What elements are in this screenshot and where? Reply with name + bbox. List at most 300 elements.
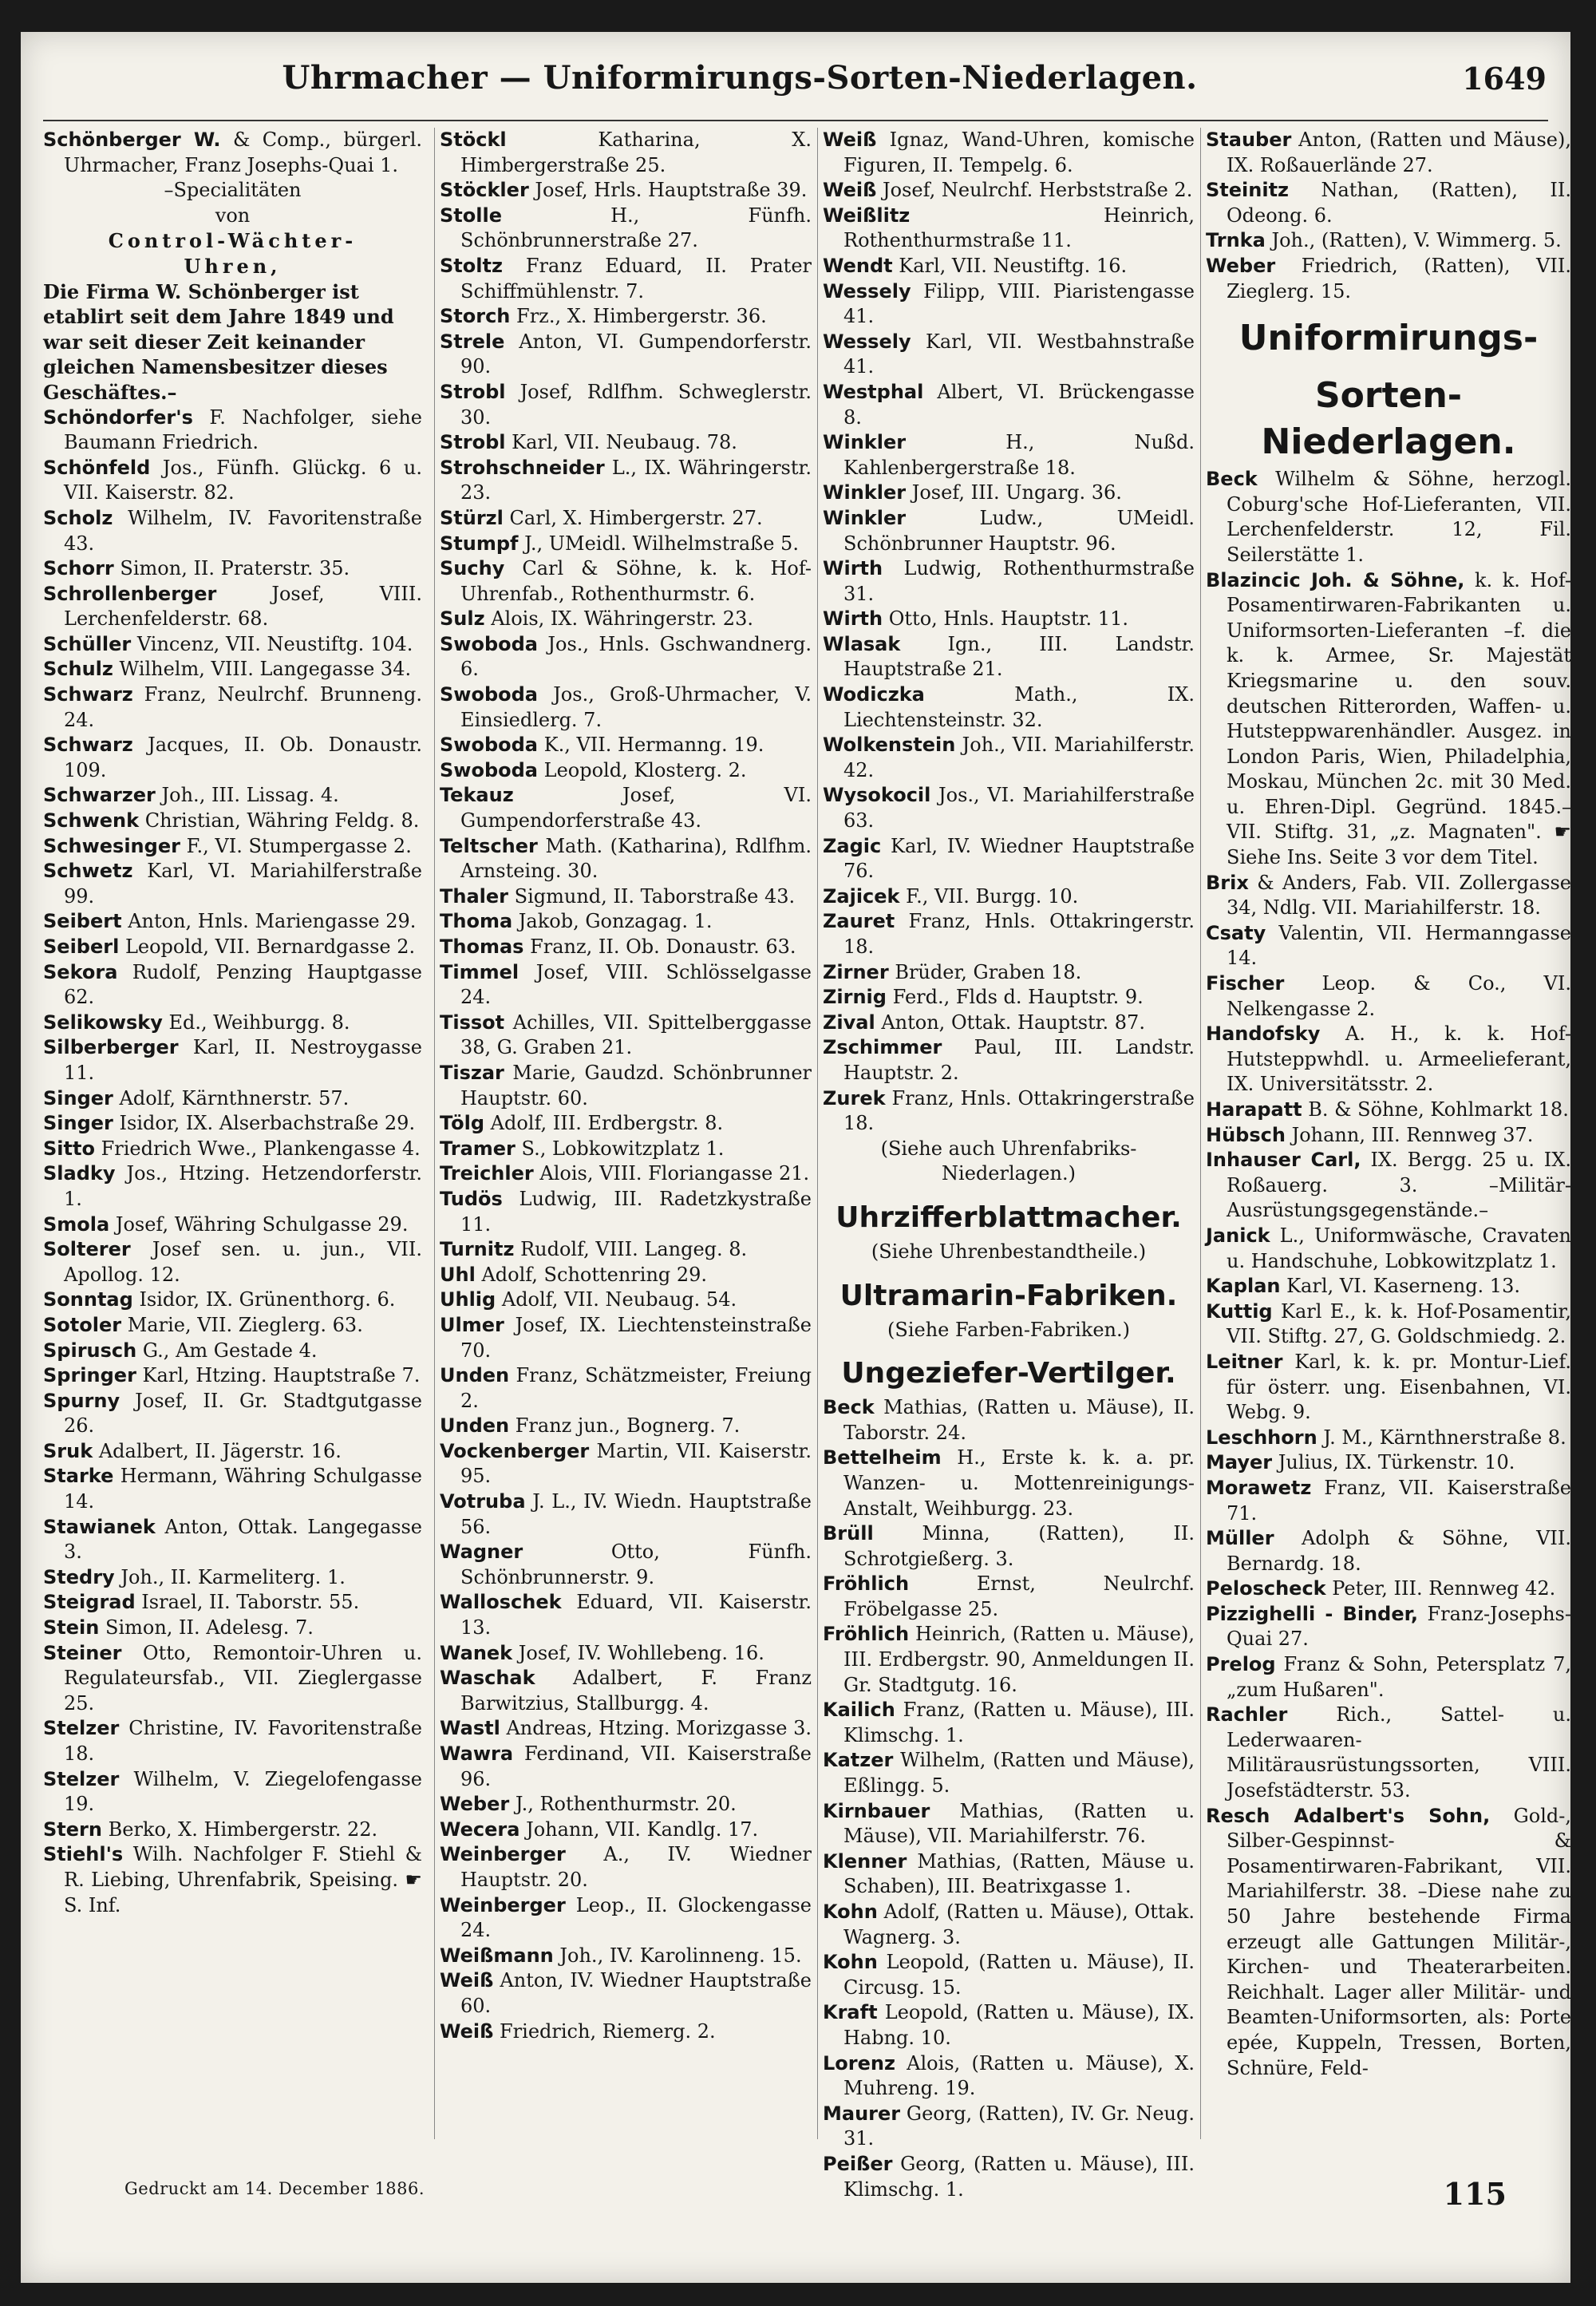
directory-entry xyxy=(43,128,422,178)
directory-entry xyxy=(823,556,1195,607)
entry-name: Springer xyxy=(43,1364,136,1387)
column-4 xyxy=(1200,128,1571,2139)
directory-entry xyxy=(823,1035,1195,1086)
entry-text: Jos., Groß-Uhrmacher, V. Einsiedlerg. 7. xyxy=(460,683,812,731)
entry-name: Stedry xyxy=(43,1565,115,1588)
entry-name: Weber xyxy=(1206,254,1276,277)
entry-text: L., Uniformwäsche, Cravaten u. Handschuhe, Lobkowitzplatz 1. xyxy=(1227,1224,1571,1272)
entry-name: Schüller xyxy=(43,632,132,655)
entry-name: Tekauz xyxy=(440,784,514,807)
entry-text: Georg, (Ratten), IV. Gr. Neug. 31. xyxy=(843,2102,1195,2150)
directory-entry xyxy=(440,884,812,910)
entry-text: Friedrich, Riemerg. 2. xyxy=(500,2019,716,2043)
entry-name: Uhl xyxy=(440,1263,476,1286)
entry-text: Joh., III. Lissag. 4. xyxy=(161,784,339,807)
directory-entry xyxy=(440,380,812,430)
directory-entry xyxy=(43,1363,422,1389)
entry-name: Lorenz xyxy=(823,2051,895,2075)
entry-name: Stöckler xyxy=(440,179,529,202)
entry-text: Nathan, (Ratten), II. Odeong. 6. xyxy=(1227,179,1571,227)
directory-entry xyxy=(440,783,812,833)
entry-text: Paul, III. Landstr. Hauptstr. 2. xyxy=(843,1036,1195,1084)
entry-name: Tissot xyxy=(440,1011,505,1034)
directory-entry xyxy=(1206,1274,1571,1299)
entry-text: Frz., X. Himbergerstr. 36. xyxy=(516,305,767,328)
column-3 xyxy=(817,128,1195,2201)
entry-text: B. & Söhne, Kohlmarkt 18. xyxy=(1308,1098,1569,1121)
entry-name: Tudös xyxy=(440,1187,503,1210)
directory-entry xyxy=(823,204,1195,254)
entry-name: Wessely xyxy=(823,330,911,353)
entry-text: Josef, Rdlfhm. Schweglerstr. 30. xyxy=(460,380,812,429)
entry-text: Josef, IV. Wohllebeng. 16. xyxy=(518,1641,764,1664)
directory-entry xyxy=(823,1011,1195,1036)
entry-name: Waschak xyxy=(440,1667,535,1690)
entry-text: Ludwig, III. Radetzkystraße 11. xyxy=(460,1187,812,1236)
entry-name: Resch Adalbert's Sohn, xyxy=(1206,1804,1491,1827)
entry-name: Beck xyxy=(823,1396,875,1419)
page-header xyxy=(43,54,1548,121)
directory-entry xyxy=(823,1950,1195,2000)
entry-text: Mathias, (Ratten, Mäuse u. Schaben), III. Beatrixgasse 1. xyxy=(843,1849,1195,1898)
cross-reference-note: (Siehe Uhrenbestandtheile.) xyxy=(871,1240,1147,1263)
entry-text: Jos., Fünfh. Glückg. 6 u. VII. Kaiserstr. 82. xyxy=(64,456,422,504)
directory-entry xyxy=(440,909,812,935)
entry-text: Isidor, IX. Grünenthorg. 6. xyxy=(139,1288,396,1311)
directory-entry xyxy=(1206,1426,1571,1451)
directory-entry xyxy=(823,1446,1195,1521)
directory-entry xyxy=(43,809,422,834)
entry-text: Jacques, II. Ob. Donaustr. 109. xyxy=(64,734,422,781)
directory-entry xyxy=(440,1968,812,2019)
entry-text: Rich., Sattel- u. Lederwaaren-Militärausrüstungssorten, VIII. Josefstädterstr. 53. xyxy=(1227,1703,1571,1802)
entry-name: Kirnbauer xyxy=(823,1799,930,1822)
directory-entry xyxy=(823,834,1195,884)
entry-text: k. k. Hof-Posamentirwaren-Fabrikanten u. Uniformsorten-Lieferanten –f. die k. k. Armee, Sr. Majestät Kriegsmarine u. den souv. deutschen Ritterorden, Waffen- u. Hutsteppwarenhändler. Ausgez. in London Paris, Wien, Philadelphia, Moskau, München 2c. mit 30 Med. u. Ehren-Dipl. Gegründ. 1845.– VII. Stiftg. 31, „z. Magnaten". ☛ Siehe Ins. Seite 3 vor dem Titel. xyxy=(1227,568,1571,869)
entry-text: S., Lobkowitzplatz 1. xyxy=(521,1137,725,1160)
entry-name: Sulz xyxy=(440,607,485,631)
entry-text: H., Fünfh. Schönbrunnerstraße 27. xyxy=(460,204,812,252)
directory-entry xyxy=(823,607,1195,632)
entry-name: Wawra xyxy=(440,1742,514,1765)
directory-entry xyxy=(43,1515,422,1565)
entry-name: Timmel xyxy=(440,960,519,983)
note-line: von xyxy=(215,204,251,227)
directory-entry xyxy=(440,682,812,733)
directory-entry xyxy=(1206,1703,1571,1803)
entry-text: J. M., Kärnthnerstraße 8. xyxy=(1323,1426,1566,1449)
entry-text: Gold-, Silber-Gespinnst- & Posamentirwaren-Fabrikant, VII. Mariahilferstr. 38. –Diese nahe zu 50 Jahre bestehende Firma erzeugt alle Gattungen Militär-, Kirchen- und Theaterarbeiten. Reichhalt. Lager aller Militär- und Beamten-Uniformsorten, als: Porte epée, Kuppeln, Tressen, Borten, Schnüre, Feld- xyxy=(1227,1804,1571,2079)
directory-entry xyxy=(440,1944,812,1969)
entry-name: Suchy xyxy=(440,557,505,580)
entry-name: Schönberger W. xyxy=(43,129,221,151)
directory-entry xyxy=(1206,1098,1571,1123)
entry-text: Joh., VII. Mariahilferstr. 42. xyxy=(843,734,1195,781)
entry-text: Franz-Josephs-Quai 27. xyxy=(1227,1602,1571,1651)
directory-entry xyxy=(440,1540,812,1590)
entry-name: Zival xyxy=(823,1011,875,1034)
entry-name: Weber xyxy=(440,1793,510,1816)
entry-text: A., IV. Wiedner Hauptstr. 20. xyxy=(460,1843,812,1891)
entry-name: Sekora xyxy=(43,960,118,983)
directory-entry xyxy=(440,1187,812,1237)
entry-name: Thomas xyxy=(440,935,524,958)
entry-name: Seiberl xyxy=(43,935,120,958)
entry-name: Weißlitz xyxy=(823,204,911,227)
entry-text: Marie, Gaudzd. Schönbrunner Hauptstr. 60. xyxy=(460,1061,812,1109)
directory-entry xyxy=(440,1237,812,1263)
directory-entry xyxy=(43,657,422,682)
directory-entry xyxy=(823,128,1195,178)
directory-entry xyxy=(440,1893,812,1944)
entry-text: Math. (Katharina), Rdlfhm. Arnsteing. 30. xyxy=(460,834,812,883)
directory-entry xyxy=(43,859,422,909)
directory-entry xyxy=(440,1666,812,1716)
entry-name: Zirner xyxy=(823,960,889,983)
directory-entry xyxy=(440,1842,812,1893)
entry-name: Stern xyxy=(43,1818,102,1841)
entry-name: Unden xyxy=(440,1414,510,1438)
entry-text: Adolf, Schottenring 29. xyxy=(481,1263,708,1286)
directory-entry xyxy=(440,506,812,532)
entry-text: Ludw., UMeidl. Schönbrunner Hauptstr. 96. xyxy=(843,506,1195,555)
entry-text: Franz, (Ratten u. Mäuse), III. Klimschg. 1. xyxy=(843,1699,1195,1746)
directory-entry xyxy=(440,178,812,204)
entry-text: Wilh. Nachfolger F. Stiehl & R. Liebing, Uhrenfabrik, Speising. ☛ S. Inf. xyxy=(64,1843,422,1916)
directory-entry xyxy=(440,1641,812,1667)
directory-entry xyxy=(1206,971,1571,1022)
entry-text: Ed., Weihburgg. 8. xyxy=(168,1011,350,1034)
directory-entry xyxy=(440,1818,812,1843)
directory-entry xyxy=(43,582,422,632)
entry-name: Steinitz xyxy=(1206,179,1290,202)
directory-page xyxy=(21,32,1570,2283)
entry-name: Vockenberger xyxy=(440,1439,590,1462)
directory-entry xyxy=(440,834,812,884)
entry-name: Handofsky xyxy=(1206,1022,1321,1046)
entry-text: Wilhelm, IV. Favoritenstraße 43. xyxy=(64,506,422,555)
entry-text: Simon, II. Praterstr. 35. xyxy=(120,557,350,580)
entry-text: Marie, VII. Zieglerg. 63. xyxy=(127,1313,363,1336)
entry-name: Zagic xyxy=(823,834,882,857)
entry-name: Stoltz xyxy=(440,254,503,277)
entry-name: Schwarzer xyxy=(43,784,156,807)
spaced-heading: Control-Wächter- xyxy=(108,229,358,253)
entry-text: Peter, III. Rennweg 42. xyxy=(1332,1577,1556,1600)
cross-reference-note: (Siehe Farben-Fabriken.) xyxy=(887,1318,1130,1341)
entry-text: Josef, Währing Schulgasse 29. xyxy=(115,1212,409,1236)
entry-name: Steiner xyxy=(43,1641,122,1664)
entry-name: Winkler xyxy=(823,481,907,504)
entry-name: Unden xyxy=(440,1364,510,1387)
entry-name: Prelog xyxy=(1206,1653,1276,1676)
entry-name: Selikowsky xyxy=(43,1011,163,1034)
entry-name: Swoboda xyxy=(440,632,538,655)
entry-text: Leopold, Klosterg. 2. xyxy=(543,758,747,781)
entry-text: Franz jun., Bognerg. 7. xyxy=(515,1414,741,1438)
entry-name: Fischer xyxy=(1206,972,1285,995)
entry-text: J., UMeidl. Wilhelmstraße 5. xyxy=(524,532,799,555)
directory-entry xyxy=(1206,1602,1571,1652)
entry-text: Israel, II. Taborstr. 55. xyxy=(141,1591,360,1614)
entry-text: Christian, Währing Feldg. 8. xyxy=(144,809,420,833)
directory-entry xyxy=(823,254,1195,279)
entry-name: Sonntag xyxy=(43,1288,133,1311)
entry-text: Ludwig, Rothenthurmstraße 31. xyxy=(843,557,1195,605)
entry-name: Bettelheim xyxy=(823,1446,942,1469)
entry-text: Joh., IV. Karolinneng. 15. xyxy=(559,1944,802,1967)
entry-text: F. Nachfolger, siehe Baumann Friedrich. xyxy=(64,405,422,454)
directory-entry xyxy=(440,1161,812,1187)
entry-name: Turnitz xyxy=(440,1238,515,1261)
entry-name: Peißer xyxy=(823,2152,893,2175)
page-number: 1649 xyxy=(1462,61,1547,97)
directory-entry xyxy=(823,1698,1195,1748)
entry-text: Franz & Sohn, Petersplatz 7, „zum Hußaren". xyxy=(1227,1653,1571,1701)
directory-entry xyxy=(43,1767,422,1818)
entry-name: Smola xyxy=(43,1212,110,1236)
entry-text: Ernst, Neulrchf. Fröbelgasse 25. xyxy=(843,1572,1195,1620)
entry-name: Weiß xyxy=(440,2019,494,2043)
entry-text: Andreas, Htzing. Morizgasse 3. xyxy=(506,1717,812,1740)
entry-name: Stauber xyxy=(1206,129,1292,151)
entry-text: Minna, (Ratten), II. Schrotgießerg. 3. xyxy=(843,1522,1195,1570)
entry-name: Seibert xyxy=(43,910,122,933)
directory-entry xyxy=(440,456,812,506)
print-date: Gedruckt am 14. December 1886. xyxy=(124,2179,425,2198)
entry-name: Leschhorn xyxy=(1206,1426,1317,1449)
entry-name: Strele xyxy=(440,330,505,353)
entry-text: Alois, VIII. Floriangasse 21. xyxy=(539,1162,810,1185)
directory-entry xyxy=(43,1641,422,1717)
directory-entry xyxy=(1206,1450,1571,1476)
entry-name: Kraft xyxy=(823,2001,878,2024)
entry-text: Berko, X. Himbergerstr. 22. xyxy=(108,1818,378,1841)
directory-entry xyxy=(43,1086,422,1112)
entry-text: Adolph & Söhne, VII. Bernardg. 18. xyxy=(1227,1527,1571,1575)
entry-text: Johann, III. Rennweg 37. xyxy=(1291,1123,1534,1146)
directory-entry xyxy=(43,1616,422,1641)
entry-text: Carl & Söhne, k. k. Hof-Uhrenfab., Rothenthurmstr. 6. xyxy=(460,557,812,605)
directory-entry xyxy=(1206,1804,1571,2082)
directory-entry xyxy=(440,2019,812,2045)
entry-name: Tiszar xyxy=(440,1061,504,1084)
directory-entry xyxy=(823,1086,1195,1137)
entry-name: Walloschek xyxy=(440,1591,562,1614)
entry-text: Josef, VIII. Lerchenfelderstr. 68. xyxy=(64,582,422,631)
directory-entry xyxy=(43,682,422,733)
entry-text: Vincenz, VII. Neustiftg. 104. xyxy=(136,632,413,655)
entry-name: Brix xyxy=(1206,871,1249,894)
directory-entry xyxy=(43,1237,422,1287)
entry-text: Leopold, (Ratten u. Mäuse), II. Circusg. 15. xyxy=(843,1951,1195,1999)
entry-name: Schwenk xyxy=(43,809,140,833)
entry-text: F., VI. Stumpergasse 2. xyxy=(186,834,412,857)
entry-text: Sigmund, II. Taborstraße 43. xyxy=(514,884,796,908)
entry-text: Franz Eduard, II. Prater Schiffmühlenstr. 7. xyxy=(460,254,812,303)
entry-name: Kailich xyxy=(823,1699,895,1722)
directory-entry xyxy=(823,2000,1195,2051)
entry-name: Kuttig xyxy=(1206,1299,1273,1323)
directory-entry xyxy=(43,1590,422,1616)
directory-entry xyxy=(43,1212,422,1238)
entry-name: Strobl xyxy=(440,431,506,454)
directory-entry xyxy=(440,1011,812,1061)
directory-entry xyxy=(823,733,1195,783)
entry-text: Karl, VI. Kaserneng. 13. xyxy=(1286,1275,1520,1298)
entry-name: Blazincic Joh. & Söhne, xyxy=(1206,568,1465,591)
entry-text: IX. Bergg. 25 u. IX. Roßauerg. 3. –Militär-Ausrüstungsgegenstände.– xyxy=(1227,1149,1571,1222)
entry-text: Anton, VI. Gumpendorferstr. 90. xyxy=(460,330,812,378)
directory-entry xyxy=(823,783,1195,833)
entry-text: Wilhelm, VIII. Langegasse 34. xyxy=(119,658,412,681)
entry-text: Jakob, Gonzagag. 1. xyxy=(518,910,713,933)
entry-text: Mathias, (Ratten u. Mäuse), II. Taborstr. 24. xyxy=(843,1396,1195,1444)
entry-text: J. L., IV. Wiedn. Hauptstraße 56. xyxy=(460,1490,812,1538)
entry-text: Ignaz, Wand-Uhren, komische Figuren, II. Tempelg. 6. xyxy=(843,129,1195,176)
entry-text: Karl, VII. Westbahnstraße 41. xyxy=(843,330,1195,378)
directory-entry xyxy=(1206,1224,1571,1274)
directory-entry xyxy=(823,279,1195,330)
entry-name: Weinberger xyxy=(440,1893,566,1916)
entry-text: K., VII. Hermanng. 19. xyxy=(543,734,764,757)
entry-text: Adolf, III. Erdbergstr. 8. xyxy=(490,1112,724,1135)
directory-entry xyxy=(823,2102,1195,2152)
entry-text: Josef, Hrls. Hauptstraße 39. xyxy=(535,179,808,202)
entry-name: Sruk xyxy=(43,1439,93,1462)
entry-name: Wendt xyxy=(823,254,893,277)
entry-text: Anton, Hnls. Mariengasse 29. xyxy=(128,910,417,933)
entry-name: Wysokocil xyxy=(823,784,931,807)
directory-entry xyxy=(823,1622,1195,1698)
directory-entry xyxy=(43,733,422,783)
entry-name: Wodiczka xyxy=(823,683,925,706)
entry-text: Heinrich, Rothenthurmstraße 11. xyxy=(843,204,1195,252)
entry-name: Solterer xyxy=(43,1238,131,1261)
entry-name: Sladky xyxy=(43,1162,116,1185)
entry-name: Weiß xyxy=(440,1969,494,1992)
page-title: Uhrmacher — Uniformirungs-Sorten-Niederlagen. xyxy=(282,59,1198,97)
directory-entry xyxy=(823,960,1195,986)
entry-text: Wilhelm, (Ratten und Mäuse), Eßlingg. 5. xyxy=(843,1749,1195,1798)
notice-text: Die Firma W. Schönberger ist etablirt seit dem Jahre 1849 und war seit dieser Zeit keinander gleichen Namensbesitzer dieses Geschäftes.– xyxy=(43,279,394,404)
section-heading: Uhrzifferblattmacher. xyxy=(836,1200,1182,1234)
directory-entry xyxy=(823,2051,1195,2102)
directory-entry xyxy=(440,1489,812,1540)
entry-name: Peloscheck xyxy=(1206,1577,1326,1600)
entry-text: Karl, VI. Mariahilferstraße 99. xyxy=(64,860,422,908)
directory-entry xyxy=(440,632,812,682)
directory-entry xyxy=(1206,467,1571,568)
entry-name: Stöckl xyxy=(440,129,507,151)
entry-name: Stelzer xyxy=(43,1717,120,1740)
entry-text: Christine, IV. Favoritenstraße 18. xyxy=(64,1717,422,1765)
directory-entry xyxy=(823,380,1195,430)
entry-name: Csaty xyxy=(1206,921,1266,944)
entry-name: Storch xyxy=(440,305,511,328)
directory-entry xyxy=(440,1590,812,1640)
entry-name: Kohn xyxy=(823,1901,878,1923)
directory-entry xyxy=(823,1521,1195,1572)
directory-entry xyxy=(1206,228,1571,254)
entry-name: Stumpf xyxy=(440,532,519,555)
entry-name: Sotoler xyxy=(43,1313,122,1336)
entry-name: Treichler xyxy=(440,1162,534,1185)
entry-text: Leop., II. Glockengasse 24. xyxy=(460,1893,812,1942)
entry-text: A. H., k. k. Hof-Hutsteppwhdl. u. Armeelieferant, IX. Universitätsstr. 2. xyxy=(1227,1022,1571,1096)
entry-text: Ign., III. Landstr. Hauptstraße 21. xyxy=(843,632,1195,681)
entry-text: Josef, IX. Liechtensteinstraße 70. xyxy=(460,1313,812,1362)
directory-entry xyxy=(823,178,1195,204)
entry-name: Pizzighelli - Binder, xyxy=(1206,1602,1419,1625)
entry-name: Schwesinger xyxy=(43,834,180,857)
entry-text: Franz, VII. Kaiserstraße 71. xyxy=(1227,1476,1571,1525)
entry-name: Kohn xyxy=(823,1951,878,1974)
entry-text: Isidor, IX. Alserbachstraße 29. xyxy=(119,1112,416,1135)
entry-name: Swoboda xyxy=(440,758,538,781)
directory-entry xyxy=(440,1287,812,1313)
directory-entry xyxy=(440,758,812,784)
entry-text: Friedrich Wwe., Plankengasse 4. xyxy=(101,1137,421,1160)
directory-entry xyxy=(823,1395,1195,1446)
directory-entry xyxy=(43,960,422,1011)
entry-name: Morawetz xyxy=(1206,1476,1312,1499)
directory-entry xyxy=(440,1716,812,1742)
directory-entry xyxy=(440,1061,812,1111)
entry-name: Janick xyxy=(1206,1224,1270,1247)
entry-text: Johann, VII. Kandlg. 17. xyxy=(526,1818,759,1841)
directory-entry xyxy=(823,430,1195,481)
section-heading: Ungeziefer-Vertilger. xyxy=(841,1357,1176,1390)
directory-entry xyxy=(440,733,812,758)
directory-entry xyxy=(43,556,422,582)
entry-text: Franz, Schätzmeister, Freiung 2. xyxy=(460,1364,812,1412)
directory-entry xyxy=(43,1389,422,1439)
entry-name: Beck xyxy=(1206,468,1258,491)
entry-name: Kaplan xyxy=(1206,1275,1281,1298)
directory-entry xyxy=(440,1313,812,1363)
directory-entry xyxy=(43,1818,422,1843)
entry-text: Math., IX. Liechtensteinstr. 32. xyxy=(843,683,1195,731)
entry-text: Anton, (Ratten und Mäuse), IX. Roßauerlände 27. xyxy=(1227,129,1571,176)
entry-text: H., Nußd. Kahlenbergerstraße 18. xyxy=(843,431,1195,479)
directory-entry xyxy=(1206,254,1571,304)
entry-text: F., VII. Burgg. 10. xyxy=(906,884,1079,908)
entry-text: J., Rothenthurmstr. 20. xyxy=(515,1793,737,1816)
entry-name: Votruba xyxy=(440,1490,526,1513)
entry-name: Zschimmer xyxy=(823,1036,942,1059)
entry-name: Trnka xyxy=(1206,229,1266,252)
directory-entry xyxy=(43,456,422,506)
directory-entry xyxy=(823,1900,1195,1950)
entry-name: Wagner xyxy=(440,1541,523,1564)
entry-text: Katharina, X. Himbergerstraße 25. xyxy=(460,129,812,176)
directory-entry xyxy=(823,2152,1195,2202)
directory-entry xyxy=(823,909,1195,959)
directory-entry xyxy=(43,1464,422,1514)
entry-text: Karl, k. k. pr. Montur-Lief. für österr. ung. Eisenbahnen, VI. Webg. 9. xyxy=(1227,1350,1571,1424)
entry-name: Spurny xyxy=(43,1389,120,1412)
entry-name: Weinberger xyxy=(440,1843,566,1866)
entry-text: Leopold, VII. Bernardgasse 2. xyxy=(124,935,416,958)
directory-entry xyxy=(43,1035,422,1086)
directory-entry xyxy=(43,935,422,960)
entry-name: Klenner xyxy=(823,1849,907,1873)
directory-entry xyxy=(823,1799,1195,1849)
entry-name: Thaler xyxy=(440,884,508,908)
entry-name: Wanek xyxy=(440,1641,513,1664)
entry-text: Ferd., Flds d. Hauptstr. 9. xyxy=(892,986,1144,1009)
